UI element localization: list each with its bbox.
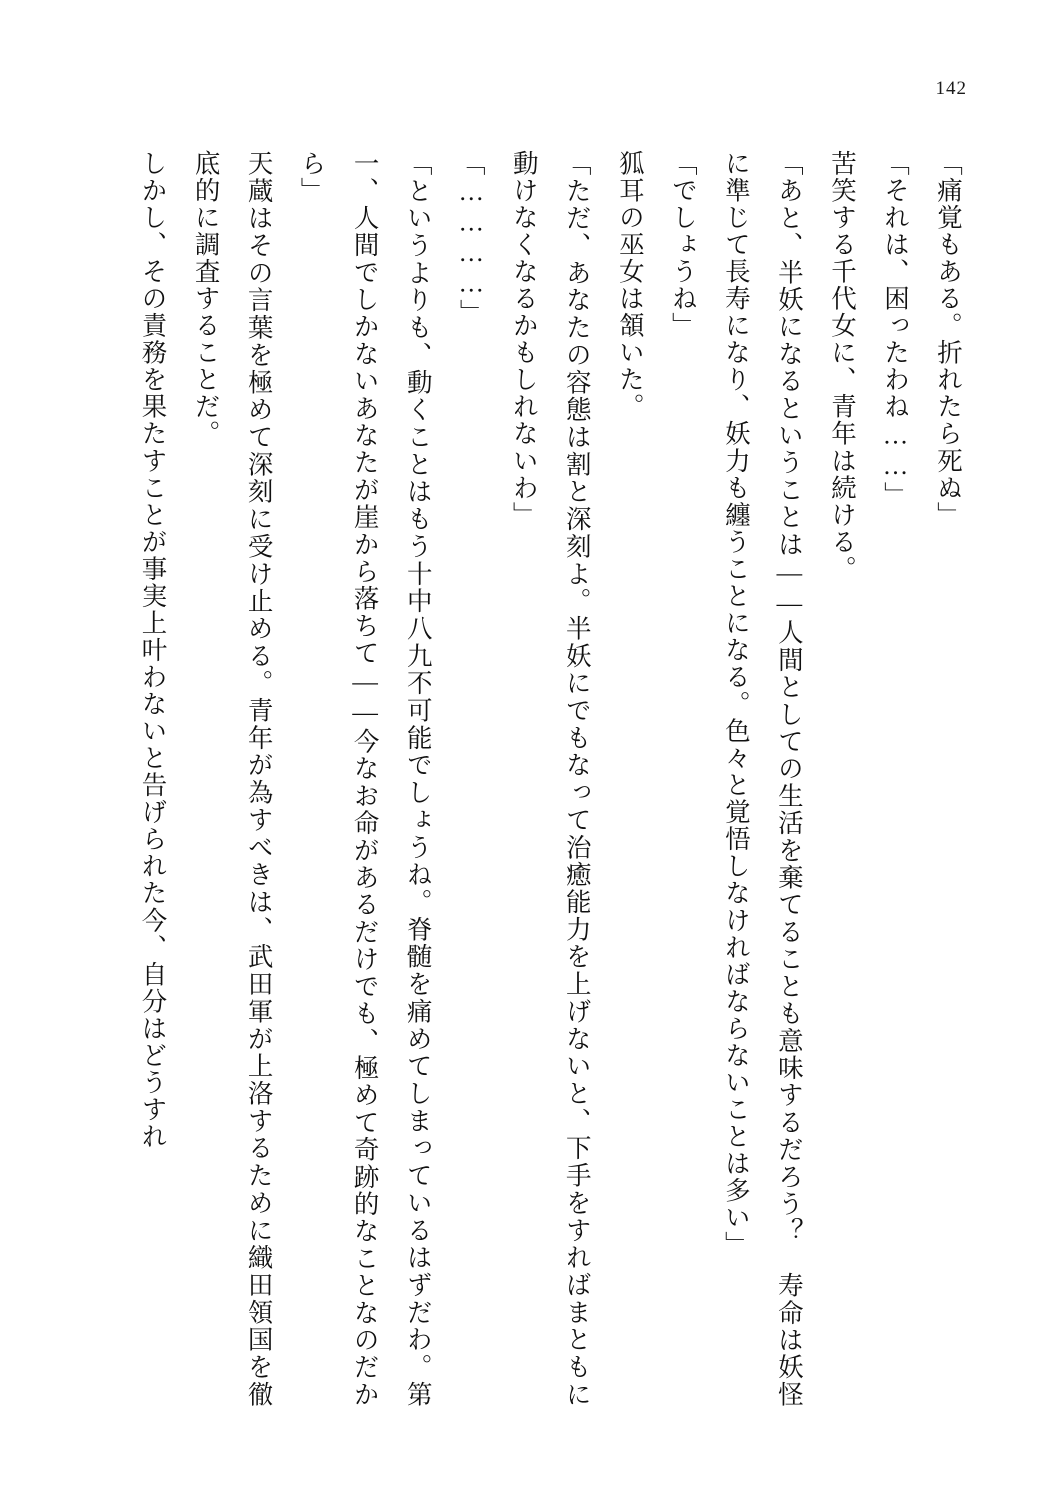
page-number: 142: [935, 78, 967, 99]
page-body-text: [96, 150, 975, 1408]
paragraph: 苦笑する千代女に、青年は続ける。: [827, 150, 857, 583]
paragraph: 天蔵はその言葉を極めて深刻に受け止める。青年が為すべきは、武田軍が上洛するために織田領国を徹底的に調査することだ。: [191, 150, 274, 1408]
paragraph: 「というよりも、動くことはもう十中八九不可能でしょうね。脊髄を痛めてしまっているはずだわ。第一、人間でしかないあなたが崖から落ちて——今なお命があるだけでも、極めて奇跡的なことなのだから」: [297, 150, 433, 1408]
paragraph: 「それは、困ったわね……」: [880, 150, 910, 509]
paragraph: 「あと、半妖になるということは——人間としての生活を棄てることも意味するだろう？ 寿命は妖怪に準じて長寿になり、妖力も纏うことになる。色々と覚悟しなければならないことは多い」: [721, 150, 804, 1408]
paragraph: 「痛覚もある。折れたら死ぬ」: [934, 150, 963, 529]
paragraph: 「ただ、あなたの容態は割と深刻よ。半妖にでもなって治癒能力を上げないと、下手をすればまともに動けなくなるかもしれないわ」: [509, 150, 592, 1408]
paragraph: しかし、その責務を果たすことが事実上叶わないと告げられた今、自分はどうすれ: [138, 150, 168, 1151]
paragraph: 狐耳の巫女は頷いた。: [615, 150, 645, 421]
paragraph: 「…………」: [456, 150, 486, 327]
paragraph: 「でしょうね」: [668, 150, 698, 340]
